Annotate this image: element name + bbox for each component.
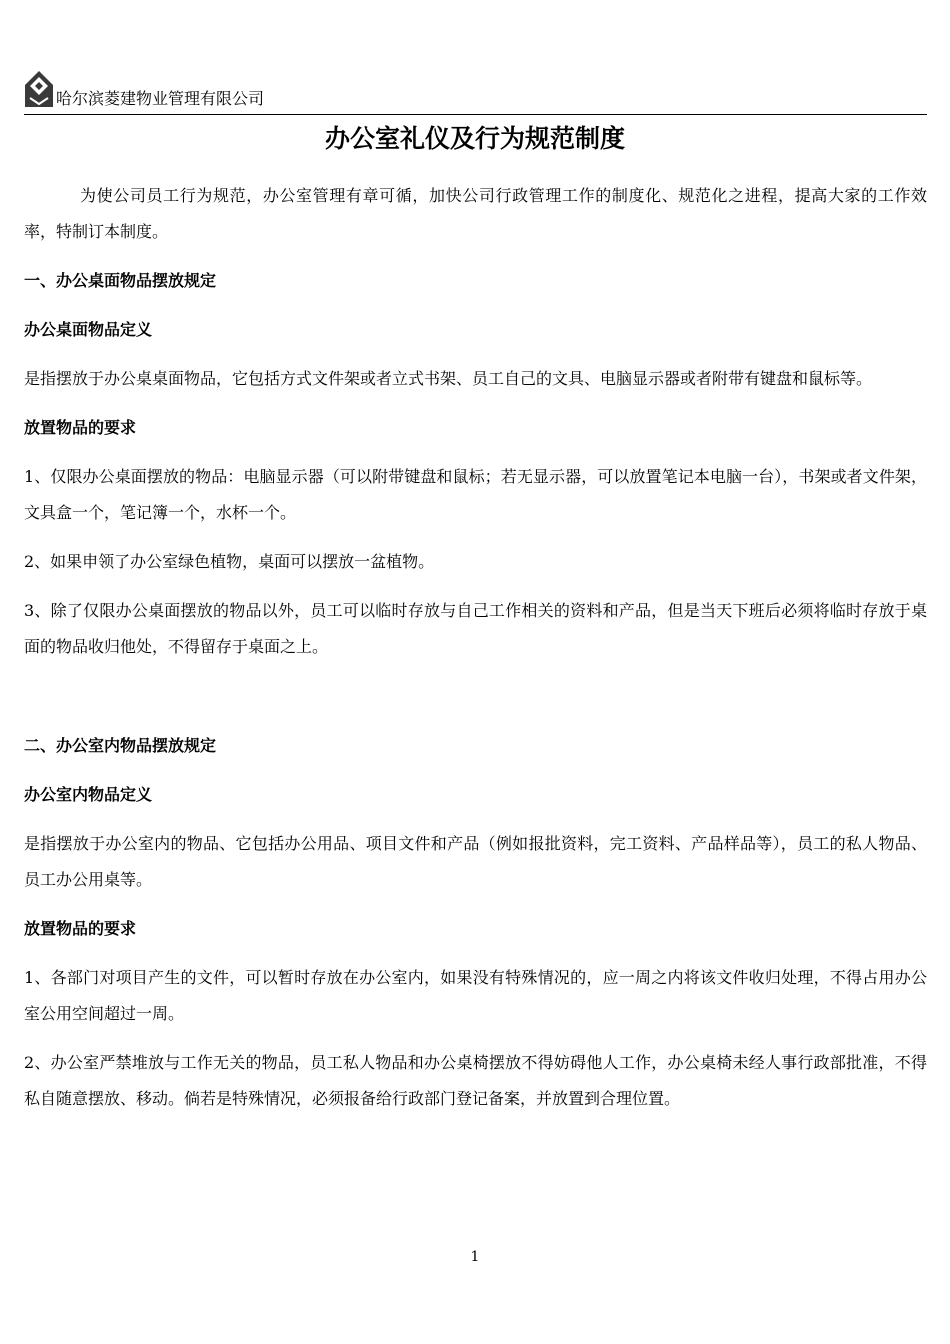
requirements-heading: 放置物品的要求 [24, 418, 137, 437]
definition-heading: 办公室内物品定义 [24, 785, 153, 804]
definition-paragraph: 是指摆放于办公室内的物品、它包括办公用品、项目文件和产品（例如报批资料，完工资料、产品样品等），员工的私人物品、员工办公用桌等。 [24, 834, 927, 889]
document-title: 办公室礼仪及行为规范制度 [324, 124, 625, 153]
document-body [24, 178, 927, 1130]
page-number: 1 [470, 1249, 480, 1265]
requirements-heading: 放置物品的要求 [24, 919, 137, 938]
section-heading: 二、办公室内物品摆放规定 [24, 736, 217, 755]
requirement-item: 3、除了仅限办公桌面摆放的物品以外，员工可以临时存放与自己工作相关的资料和产品，但是当天下班后必须将临时存放于桌面的物品收归他处，不得留存于桌面之上。 [24, 601, 927, 656]
definition-heading: 办公桌面物品定义 [24, 320, 153, 339]
section-heading: 一、办公桌面物品摆放规定 [24, 271, 217, 290]
requirement-item: 2、办公室严禁堆放与工作无关的物品，员工私人物品和办公桌椅摆放不得妨碍他人工作，办公桌椅未经人事行政部批准，不得私自随意摆放、移动。倘若是特殊情况，必须报备给行政部门登记备案，并放置到合理位置。 [24, 1053, 927, 1108]
diamond-logo-icon [24, 70, 54, 108]
requirement-item: 1、仅限办公桌面摆放的物品：电脑显示器（可以附带键盘和鼠标；若无显示器，可以放置笔记本电脑一台），书架或者文件架，文具盒一个，笔记簿一个，水杯一个。 [24, 467, 927, 522]
definition-paragraph: 是指摆放于办公桌桌面物品，它包括方式文件架或者立式书架、员工自己的文具、电脑显示器或者附带有键盘和鼠标等。 [24, 369, 873, 388]
requirement-item: 1、各部门对项目产生的文件，可以暂时存放在办公室内，如果没有特殊情况的，应一周之内将该文件收归处理，不得占用办公室公用空间超过一周。 [24, 968, 927, 1023]
page-header [24, 68, 927, 115]
requirement-item: 2、如果申领了办公室绿色植物，桌面可以摆放一盆植物。 [24, 552, 435, 571]
section-spacer [24, 678, 927, 728]
intro-paragraph: 为使公司员工行为规范，办公室管理有章可循，加快公司行政管理工作的制度化、规范化之进程，提高大家的工作效率，特制订本制度。 [24, 186, 927, 241]
company-name: 哈尔滨菱建物业管理有限公司 [56, 89, 265, 108]
